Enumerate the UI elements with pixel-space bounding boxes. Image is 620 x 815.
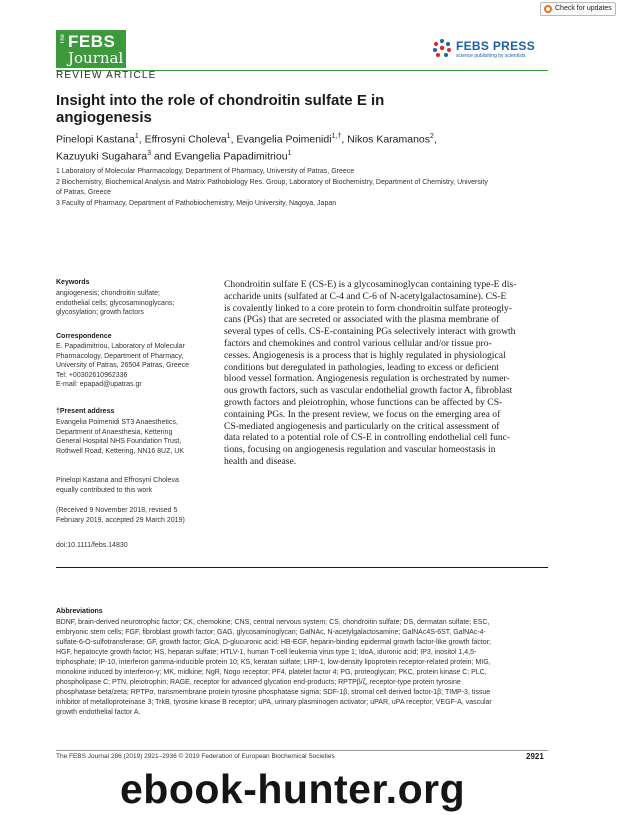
equal-contribution-note xyxy=(56,476,216,495)
abstract-line: growth factors and pleiotrophin, whose functions can be affected by CS- xyxy=(224,396,503,408)
author-name: Evangelia Poimenidi xyxy=(236,133,332,146)
author-separator: , xyxy=(433,133,437,146)
received-line: (Received 9 November 2018, revised 5 xyxy=(56,507,178,514)
title-line: angiogenesis xyxy=(56,109,152,126)
keywords-heading: Keywords xyxy=(56,279,90,286)
affiliation-3: 3 Faculty of Pharmacy, Department of Pathobiochemistry, Meijo University, Nagoya, Japan xyxy=(56,200,337,207)
correspondence-line: Tel: +00302610962336 xyxy=(56,371,128,379)
abstract-line: factors and chemokines and control various cellular and/or tissue pro- xyxy=(224,337,492,349)
abstract-line: CS-mediated angiogenesis and particularly on the critical assessment of xyxy=(224,420,500,432)
abbreviations-line: growth endothelial factor A. xyxy=(56,709,141,716)
present-address-line: Department of Anaesthesia, Kettering xyxy=(56,428,173,436)
article-type: REVIEW ARTICLE xyxy=(56,70,157,81)
present-address-line: Rothwell Road, Kettering, NN16 8UZ, UK xyxy=(56,447,184,455)
doi-link[interactable]: doi:10.1111/febs.14830 xyxy=(56,542,128,549)
abbreviations-line: sulfate-6-O-sulfotransferase; GF, growth factor; GlcA, D-glucuronic acid; HB-EGF, heparin-binding epidermal growth factor-like growth factor; xyxy=(56,639,491,646)
title-line: Insight into the role of chondroitin sulfate E in xyxy=(56,92,385,109)
author-affiliation-mark: 1 xyxy=(134,133,139,140)
abstract-line: blood vessel formation. Angiogenesis regulation is orchestrated by numer- xyxy=(224,373,510,385)
article-title xyxy=(56,92,536,126)
abbreviations-line: triphosphate; IP-10, interferon gamma-inducible protein 10; KS, keratan sulfate; LRP-1, low-density lipoprotein receptor-related protein; MIG, xyxy=(56,659,491,666)
abstract-line: health and disease. xyxy=(224,455,297,467)
received-dates xyxy=(56,506,216,525)
correspondence-heading: Correspondence xyxy=(56,333,112,340)
section-rule xyxy=(56,567,548,568)
keywords-line: endothelial cells; glycosaminoglycans; xyxy=(56,299,175,307)
correspondence-line: E. Papadimitriou, Laboratory of Molecular xyxy=(56,343,185,350)
abstract-line: cans (PGs) that are secreted or associated with the plasma membrane of xyxy=(224,314,500,326)
author-name: Evangelia Papadimitriou xyxy=(174,150,288,162)
abbreviations-line: phosphatase beta/zeta; RPTPσ, transmembrane protein tyrosine phosphatase sigma; SDF-1β, stromal cell derived factor-1β; TIMP-3, tissue xyxy=(56,689,491,696)
author-separator: and xyxy=(150,150,175,162)
correspondence-email[interactable]: E-mail: epapad@upatras.gr xyxy=(56,381,142,388)
correspondence-line: Pharmacology, Department of Pharmacy, xyxy=(56,352,184,360)
journal-logo-journal: Journal xyxy=(68,49,124,67)
febs-journal-logo xyxy=(56,30,126,68)
check-for-updates-button[interactable] xyxy=(540,2,616,16)
page-number: 2921 xyxy=(526,752,544,761)
author-list xyxy=(56,130,556,163)
author-name: Nikos Karamanos xyxy=(347,133,431,146)
author-affiliation-mark: 2 xyxy=(430,133,434,140)
present-address-line: General Hospital NHS Foundation Trust, xyxy=(56,438,182,445)
journal-logo-the: The xyxy=(60,34,66,45)
author-affiliation-mark: 3 xyxy=(147,149,151,157)
author-affiliation-mark: 1 xyxy=(287,149,292,157)
abstract-line: cesses. Angiogenesis is a process that is highly regulated in physiological xyxy=(224,349,506,361)
abstract-line: conditions but deregulated in pathologies, leading to excess or deficient xyxy=(224,361,499,373)
check-for-updates-label: Check for updates xyxy=(555,5,612,12)
abstract-line: containing PGs. In the present review, we focus on the emerging area of xyxy=(224,408,501,420)
present-address-line: Evangelia Poimenidi ST3 Anaesthetics, xyxy=(56,419,178,426)
keywords-list xyxy=(56,289,216,318)
watermark: ebook-hunter.org xyxy=(120,766,466,812)
author-affiliation-mark: 1,† xyxy=(331,133,342,140)
affiliation-1: 1 Laboratory of Molecular Pharmacology, Department of Pharmacy, University of Patras, Greece xyxy=(56,168,355,175)
abbreviations-line: monokine induced by interferon-γ; MK, midkine; NgR, Nogo receptor; PF4, platelet factor 4; PG, proteoglycan; PKC, protein kinase C; PLC, xyxy=(56,669,487,676)
received-line: February 2019, accepted 29 March 2019) xyxy=(56,516,185,524)
author-separator: , xyxy=(230,133,237,146)
equal-contribution-line: Pinelopi Kastana and Effrosyni Choleva xyxy=(56,477,179,484)
keywords-line: glycosylation; growth factors xyxy=(56,309,144,316)
crossmark-icon xyxy=(544,5,552,13)
footer-rule xyxy=(56,750,548,751)
equal-contribution-line: equally contributed to this work xyxy=(56,486,153,494)
febs-press-dots-icon xyxy=(432,38,452,58)
present-address-heading: †Present address xyxy=(56,408,115,415)
abbreviations-heading: Abbreviations xyxy=(56,608,103,615)
abbreviations-line: BDNF, brain-derived neurotrophic factor; CK, chemokine; CNS, central nervous system; CS, chondroitin sulfate; DS, dermatan sulfate; ESC, xyxy=(56,619,490,626)
abstract-line: tions, focusing on angiogenesis regulation and vascular homeostasis in xyxy=(224,444,496,456)
correspondence-block xyxy=(56,342,216,390)
abstract-line: ous growth factors, such as vascular endothelial growth factor A, fibroblast xyxy=(224,385,513,397)
author-name: Pinelopi Kastana xyxy=(56,133,135,146)
affiliation-2-line: of Patras, Greece xyxy=(56,189,111,196)
abbreviations-line: embryonic stem cells; FGF, fibroblast growth factor; GAG, glycosaminoglycan; GalNAc, N-acetylgalactosamine; GalNAc4S-6ST, GalNAc-4- xyxy=(56,629,486,636)
abbreviations-line: HGF, hepatocyte growth factor; HS, heparan sulfate; HTLV-1, human T-cell leukemia virus type 1; IdoA, iduronic acid; IP3, inositol 1,4,5- xyxy=(56,649,477,656)
author-separator: , xyxy=(138,133,145,146)
abbreviations-list xyxy=(56,618,552,718)
author-affiliation-mark: 1 xyxy=(226,133,231,140)
affiliation-2-line: 2 Biochemistry, Biochemical Analysis and Matrix Pathobiology Res. Group, Laboratory of Biochemistry, Department of Chemistry, University xyxy=(56,179,488,186)
affiliation-2 xyxy=(56,178,552,198)
abstract-line: is covalently linked to a core protein to form chondroitin sulfate proteogly- xyxy=(224,302,512,314)
febs-press-logo xyxy=(432,38,552,64)
keywords-line: angiogenesis; chondroitin sulfate; xyxy=(56,290,160,297)
abstract-line: accharide units (sulfated at C-4 and C-6 of N-acetylgalactosamine). CS-E xyxy=(224,290,507,302)
author-name: Effrosyni Choleva xyxy=(144,133,227,146)
journal-logo-febs: FEBS xyxy=(68,32,116,51)
abstract xyxy=(224,279,548,468)
author-line-2 xyxy=(56,147,556,164)
abbreviations-line: inhibitor of metalloproteinase 3; TrkB, tyrosine kinase B receptor; uPA, urinary plasminogen activator; uPAR, uPA receptor; VEGF-A, vascular xyxy=(56,699,492,706)
author-name: Kazuyuki Sugahara xyxy=(56,150,148,162)
abbreviations-line: phospholipase C; PTN, pleiotrophin; RAGE, receptor for advanced glycation end-products; RPTPβ/ζ, receptor-type protein tyrosine xyxy=(56,679,461,686)
correspondence-line: University of Patras, 26504 Patras, Greece xyxy=(56,362,190,369)
author-line-1 xyxy=(56,130,556,147)
abstract-line: data related to a potential role of CS-E in controlling endothelial cell func- xyxy=(224,432,511,444)
febs-press-tagline: science publishing by scientists xyxy=(456,53,526,59)
present-address-block xyxy=(56,418,216,456)
febs-press-name: FEBS PRESS xyxy=(456,39,536,53)
abstract-line: several types of cells. CS-E-containing PGs selectively interact with growth xyxy=(224,326,516,338)
footer-citation: The FEBS Journal 286 (2019) 2921–2936 © 2019 Federation of European Biochemical Societies xyxy=(56,753,335,760)
abstract-line: Chondroitin sulfate E (CS-E) is a glycosaminoglycan containing type-E dis- xyxy=(224,279,517,290)
author-separator: , xyxy=(341,133,348,146)
